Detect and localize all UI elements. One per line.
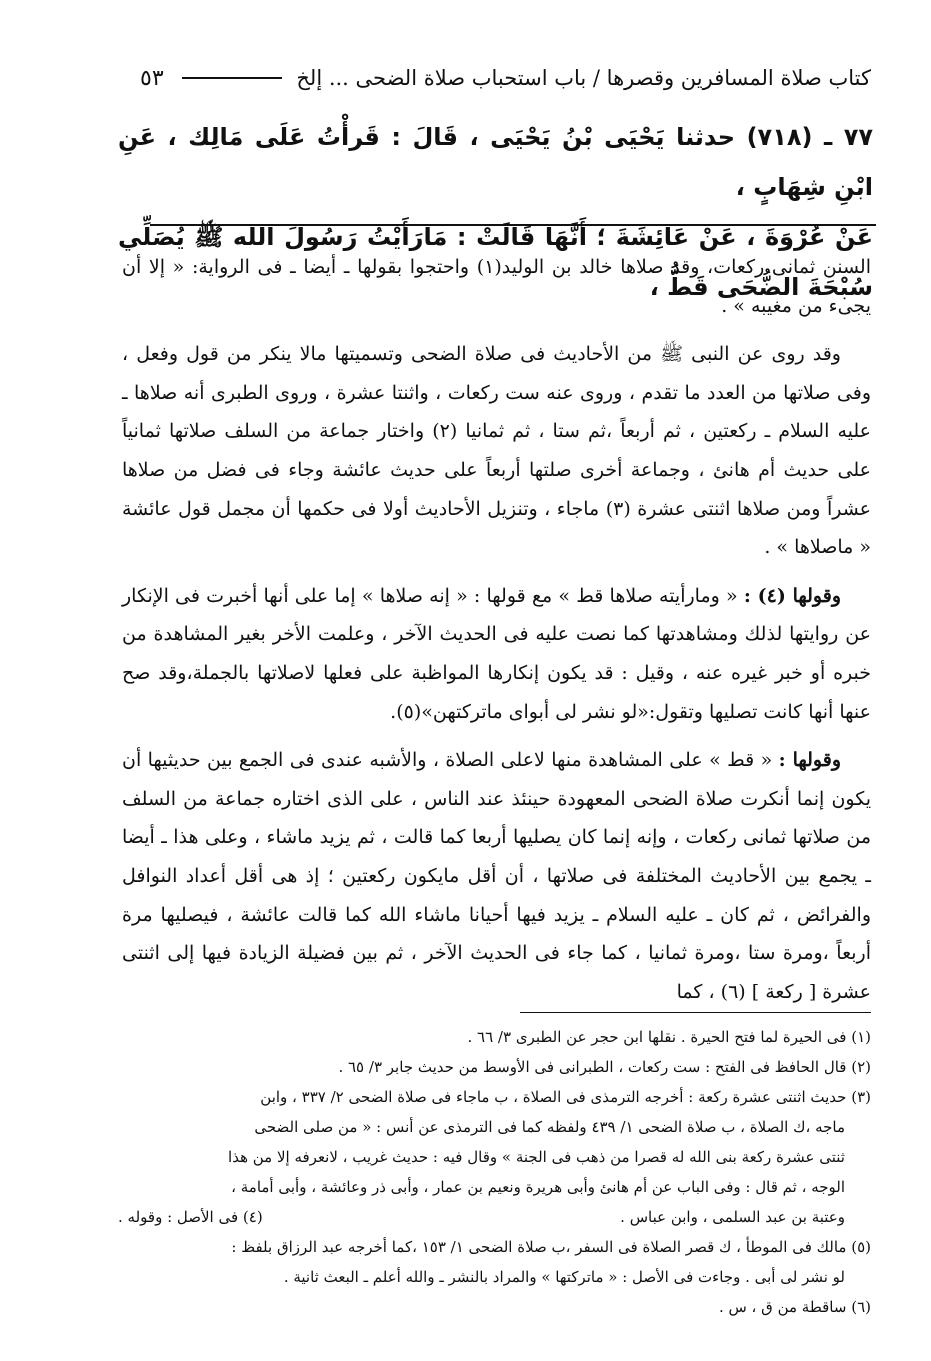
footnote-continuation: وعتبة بن عبد السلمى ، وابن عباس . — [620, 1208, 845, 1226]
footnote-continuation: ثنتى عشرة ركعة بنى الله له قصرا من ذهب فى الجنة » وقال فيه : حديث غريب ، لانعرفه إلا من هذا — [228, 1148, 845, 1166]
hadith-line: عَنْ عُرْوَةَ ، عَنْ عَائِشَةَ ؛ أَنَّهَا قَالَتْ : مَارَأَيْتُ رَسُولَ الله ﷺ يُصَلِّي سُبْحَةَ الضُّحَى قَطُّ ، — [118, 223, 873, 301]
header-rule — [182, 77, 282, 79]
paragraph-body: « قط » على المشاهدة منها لاعلى الصلاة ، والأشبه عندى فى الجمع بين حديثيها أن يكون إنما أنكرت صلاة الضحى المعهودة حينئذ عند الناس ، على الذى اختاره جماعة من السلف من صلاتها ثمانى ركعات ، وإنه إنما كان يصليها أربعا كما قالت ، ثم يزيد ماشاء ، وعلى هذا ـ أيضا ـ يجمع بين الأحاديث المختلفة فى صلاتها ، أن أقل مايكون ركعتين ؛ إذ هى أقل أعداد النوافل والفرائض ، ثم كان ـ عليه السلام ـ يزيد فيها أحيانا ماشاء الله كما قالت عائشة ، فيصليها مرة أربعاً ،ومرة ستا ،ومرة ثمانيا ، كما جاء فى الحديث الآخر ، ثم بين فضيلة الزيادة فيها إلى اثنتى عشرة [ ركعة ] (٦) ، كما — [122, 749, 871, 1003]
paragraph-body: « ومارأيته صلاها قط » مع قولها : « إنه صلاها » إما على أنها أخبرت فى الإنكار عن روايتها لذلك ومشاهدتها كما نصت عليه فى الحديث الآخر ، وعلمت الأخر بغير المشاهدة من خبره أو خبر غيره عنه ، وقيل : قد يكون إنكارها المواظبة على فعلها لاصلاتها بالجملة،وقد صح عنها أنها كانت تصليها وتقول:«لو نشر لى أبواى ماتركتهن»(٥). — [122, 584, 871, 723]
section-divider — [150, 224, 876, 226]
footnote: (١) فى الحيرة لما فتح الحيرة . نقلها ابن حجر عن الطبرى ٣/ ٦٦ . — [467, 1028, 871, 1046]
running-header — [140, 58, 871, 98]
footnote-continuation: الوجه ، ثم قال : وفى الباب عن أم هانئ وأبى هريرة ونعيم بن عمار ، وأبى ذر وعائشة ، وأبى أمامة ، — [231, 1178, 845, 1196]
running-title: كتاب صلاة المسافرين وقصرها / باب استحباب صلاة الضحى ... إلخ — [296, 66, 871, 90]
footnote: (٢) قال الحافظ فى الفتح : ست ركعات ، الطبرانى فى الأوسط من حديث جابر ٣/ ٦٥ . — [338, 1058, 871, 1076]
commentary — [122, 248, 871, 1021]
page-number: ٥٣ — [140, 65, 164, 91]
footnote: (٥) مالك فى الموطأ ، ك قصر الصلاة فى السفر ،ب صلاة الضحى ١/ ١٥٣ ،كما أخرجه عبد الرزاق بلفظ : — [231, 1238, 871, 1256]
footnote-continuation: لو نشر لى أبى . وجاءت فى الأصل : « ماتركتها » والمراد بالنشر ـ والله أعلم ـ البعث ثانية . — [283, 1268, 845, 1286]
commentary-paragraph: وقد روى عن النبى ﷺ من الأحاديث فى صلاة الضحى وتسميتها مالا ينكر من قول وفعل ، وفى صلاتها من العدد ما تقدم ، وروى عنه ست ركعات ، واثنتا عشرة ، وروى الطبرى أنه صلاها ـ عليه السلام ـ ركعتين ، ثم أربعاً ،ثم ستا ، ثم ثمانيا (٢) واختار جماعة من السلف صلاتها ثمانياً على حديث أم هانئ ، وجماعة أخرى صلتها أربعاً على حديث عائشة وجاء فى فضل من صلاها عشراً ومن صلاها اثنتى عشرة (٣) ماجاء ، وتنزيل الأحاديث أولا فى حكمها أن مجمل قول عائشة « ماصلاها » . — [122, 343, 871, 559]
footnote: (٣) حديث اثنتى عشرة ركعة : أخرجه الترمذى فى الصلاة ، ب ماجاء فى صلاة الضحى ٢/ ٣٣٧ ، وابن — [260, 1088, 871, 1106]
footnote-row — [118, 1202, 871, 1232]
hadith-line: ٧٧ ـ (٧١٨) حدثنا يَحْيَى بْنُ يَحْيَى ، قَالَ : قَرأْتُ عَلَى مَالِك ، عَنِ ابْنِ شِهَابٍ ، — [118, 123, 873, 201]
commentary-paragraph — [122, 577, 871, 731]
footnote: (٤) فى الأصل : وقوله . — [118, 1208, 263, 1226]
footnotes — [118, 1022, 871, 1322]
commentary-paragraph: السنن ثمانى ركعات، وقد صلاها خالد بن الوليد(١) واحتجوا بقولها ـ أيضا ـ فى الرواية: « إلا أن يجىء من مغيبه » . — [122, 256, 871, 317]
footnote-continuation: ماجه ،ك الصلاة ، ب صلاة الضحى ١/ ٤٣٩ ولفظه كما فى الترمذى عن أنس : « من صلى الضحى — [254, 1118, 845, 1136]
lead-term: وقولها (٤) : — [743, 584, 841, 607]
lead-term: وقولها : — [778, 749, 841, 772]
footnote-divider — [520, 1012, 871, 1013]
commentary-paragraph — [122, 741, 871, 1011]
footnote: (٦) ساقطة من ق ، س . — [718, 1298, 871, 1316]
